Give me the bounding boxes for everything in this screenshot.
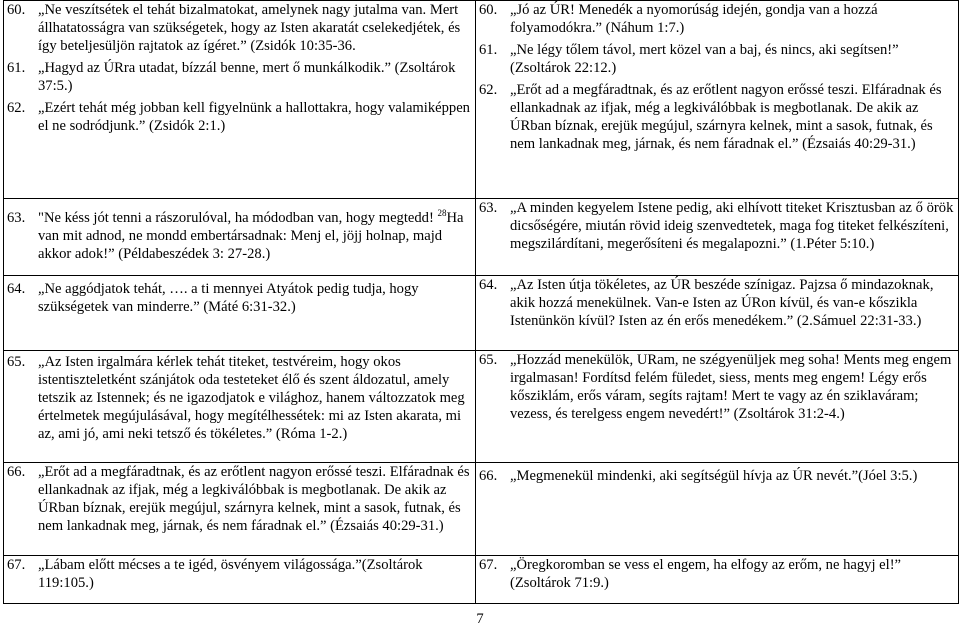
verse-number: 62. <box>479 82 498 98</box>
verse-table <box>3 0 959 604</box>
verse-text: „Öregkoromban se vess el engem, ha elfogy az erőm, ne hagyj el!” (Zsoltárok 71:9.) <box>510 557 902 591</box>
verse-number: 60. <box>479 2 498 18</box>
verse-number: 65. <box>479 352 498 368</box>
left-cell <box>4 556 476 604</box>
verse-number: 62. <box>7 100 26 116</box>
verse-number: 63. <box>479 200 498 216</box>
verse-text: „Ezért tehát még jobban kell figyelnünk a hallottakra, hogy valamiképpen el ne sodródjunk.” (Zsidók 2:1.) <box>38 100 470 134</box>
verse-text: „Ne légy tőlem távol, mert közel van a baj, és nincs, aki segítsen!” (Zsoltárok 22:12.) <box>510 42 899 76</box>
verse-entry <box>476 556 958 592</box>
verse-entry <box>476 199 958 253</box>
verse-entry <box>476 467 958 485</box>
verse-text-part: "Ne késs jót tenni a rászorulóval, ha módodban van, hogy megtedd! <box>38 210 434 226</box>
verse-text: „Ne aggódjatok tehát, …. a ti mennyei Atyátok pedig tudja, hogy szükségetek van minderre.” (Máté 6:31-32.) <box>38 281 419 315</box>
verse-number: 60. <box>7 2 26 18</box>
verse-text: „Az Isten irgalmára kérlek tehát titeket, testvéreim, hogy okos istentiszteletként szánjátok oda testeteket élő és szent áldozatul, amely tetszik az Istennek; és ne igazodjatok e világhoz, hanem változzatok meg értelmetek megújulásával, hogy megítélhessétek: mi az Isten akarata, mi az, ami jó, ami neki tetsző és tökéletes.” (Róma 1-2.) <box>38 354 465 442</box>
verse-number: 66. <box>479 468 498 484</box>
verse-number: 64. <box>479 277 498 293</box>
verse-entry <box>476 276 958 330</box>
verse-entry <box>4 99 475 135</box>
table-row <box>4 351 959 463</box>
verse-text: „Hozzád menekülök, URam, ne szégyenüljek meg soha! Ments meg engem irgalmasan! Fordítsd felém füledet, siess, ments meg engem! Légy erős kősziklám, erős váram, segíts rajtam! Mert te vagy az én sziklaváram; vezess, és terelgess engem nevedért!” (Zsoltárok 31:2-4.) <box>510 352 952 422</box>
verse-superscript: 28 <box>437 208 447 219</box>
verse-text: „Erőt ad a megfáradtnak, és az erőtlent nagyon erőssé teszi. Elfáradnak és ellankadnak az ifjak, még a legkiválóbbak is megbotlanak. De akik az ÚRban bíznak, erejük megújul, szárnyra kelnek, mint a sasok, futnak, és nem lankadnak meg, járnak, és nem fáradnak el.” (Ézsaiás 40:29-31.) <box>510 82 942 152</box>
verse-number: 61. <box>7 60 26 76</box>
left-cell <box>4 463 476 556</box>
verse-number: 66. <box>7 464 26 480</box>
verse-text: „Megmenekül mindenki, aki segítségül hívja az ÚR nevét.”(Jóel 3:5.) <box>510 468 918 484</box>
verse-text-part: Ha van mit adnod, ne mondd embertársadnak: Menj el, jöjj holnap, majd akkor adok!” (Példabeszédek 3: 27-28.) <box>38 210 464 262</box>
verse-entry <box>4 1 475 55</box>
verse-entry <box>4 556 475 592</box>
verse-text: „Ne veszítsétek el tehát bizalmatokat, amelynek nagy jutalma van. Mert állhatatosságra van szükségetek, hogy az Isten akaratát cselekedjétek, és így beteljesüljön rajtatok az ígéret.” (Zsidók 10:35-36. <box>38 2 461 54</box>
table-row <box>4 556 959 604</box>
verse-number: 67. <box>479 557 498 573</box>
verse-entry <box>4 59 475 95</box>
verse-text <box>38 209 475 263</box>
verse-entry <box>4 280 475 316</box>
left-cell <box>4 199 476 276</box>
right-cell <box>476 1 959 199</box>
right-cell <box>476 276 959 351</box>
verse-text: „Erőt ad a megfáradtnak, és az erőtlent nagyon erőssé teszi. Elfáradnak és ellankadnak az ifjak, még a legkiválóbbak is megbotlanak. De akik az ÚRban bíznak, erejük megújul, szárnyra kelnek, mint a sasok, futnak, és nem lankadnak meg, járnak, és nem fáradnak el.” (Ézsaiás 40:29-31.) <box>38 464 470 534</box>
verse-number: 63. <box>7 210 26 226</box>
verse-entry <box>4 353 475 443</box>
verse-entry <box>4 463 475 535</box>
table-row <box>4 199 959 276</box>
verse-text: „A minden kegyelem Istene pedig, aki elhívott titeket Krisztusban az ő örök dicsőségére, miután rövid ideig szenvedtetek, maga fog titeket felkészíteni, megszilárdítani, megerősíteni és megalapozni.” (1.Péter 5:10.) <box>510 200 954 252</box>
left-cell <box>4 276 476 351</box>
verse-entry <box>476 81 958 153</box>
table-row <box>4 1 959 199</box>
left-cell <box>4 351 476 463</box>
verse-number: 61. <box>479 42 498 58</box>
verse-entry <box>476 41 958 77</box>
verse-text: „Lábam előtt mécses a te igéd, ösvényem világossága.”(Zsoltárok 119:105.) <box>38 557 423 591</box>
verse-text: „Az Isten útja tökéletes, az ÚR beszéde színigaz. Pajzsa ő mindazoknak, akik hozzá menekülnek. Van-e Isten az ÚRon kívül, és van-e kőszikla Istenünkön kívül? Isten az én erős menedékem.” (2.Sámuel 22:31-33.) <box>510 277 934 329</box>
right-cell <box>476 199 959 276</box>
verse-number: 64. <box>7 281 26 297</box>
right-cell <box>476 463 959 556</box>
page-number: 7 <box>476 611 484 627</box>
verse-entry <box>4 209 475 263</box>
right-cell <box>476 351 959 463</box>
verse-text: „Jó az ÚR! Menedék a nyomorúság idején, gondja van a hozzá folyamodókra.” (Náhum 1:7.) <box>510 2 878 36</box>
verse-number: 67. <box>7 557 26 573</box>
table-row <box>4 463 959 556</box>
verse-number: 65. <box>7 354 26 370</box>
left-cell <box>4 1 476 199</box>
right-cell <box>476 556 959 604</box>
verse-entry <box>476 1 958 37</box>
verse-entry <box>476 351 958 423</box>
table-row <box>4 276 959 351</box>
verse-text: „Hagyd az ÚRra utadat, bízzál benne, mert ő munkálkodik.” (Zsoltárok 37:5.) <box>38 60 456 94</box>
